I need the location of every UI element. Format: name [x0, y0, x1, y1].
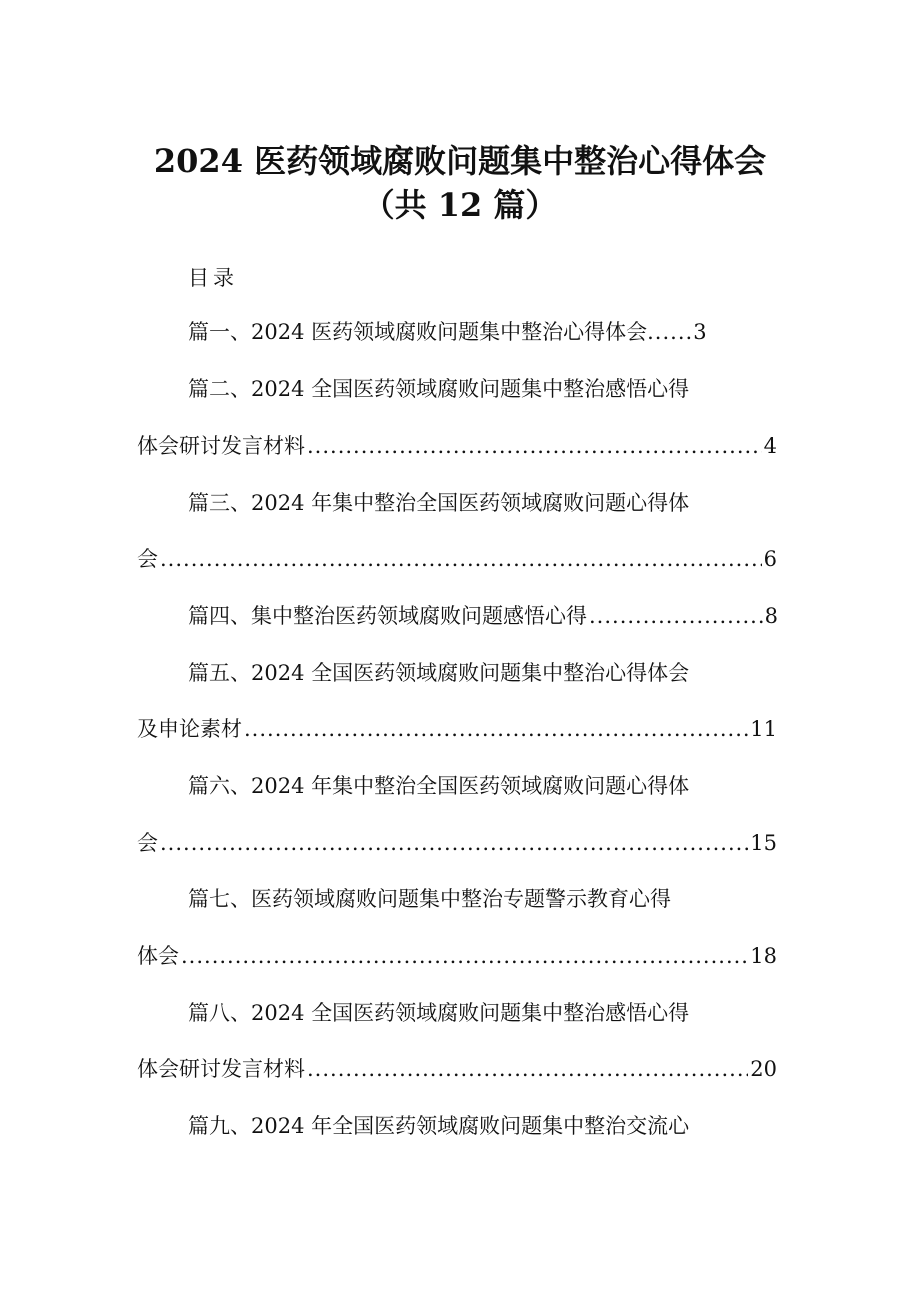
toc-entry-7[interactable] [188, 883, 778, 915]
toc-page-number: 20 [750, 1057, 777, 1081]
toc-entry-text: 体会研讨发言材料 [137, 434, 305, 458]
toc-entry-8[interactable] [188, 997, 778, 1029]
toc-entry-8-continued[interactable] [137, 1053, 777, 1085]
toc-leader [589, 600, 763, 632]
toc-entry-text: 体会研讨发言材料 [137, 1057, 305, 1081]
toc-entry-text: 篇九、2024 年全国医药领域腐败问题集中整治交流心 [188, 1114, 690, 1138]
toc-entry-2[interactable] [188, 373, 778, 405]
toc-leader [160, 827, 748, 859]
toc-page-number: 15 [750, 831, 777, 855]
toc-entry-text: 体会 [137, 944, 179, 968]
toc-entry-6[interactable] [188, 770, 778, 802]
document-title: 2024 医药领域腐败问题集中整治心得体会 [153, 142, 767, 180]
toc-leader [160, 543, 762, 575]
toc-entry-3-continued[interactable] [137, 543, 777, 575]
toc-entry-5[interactable] [188, 657, 778, 689]
toc-leader [307, 1053, 748, 1085]
toc-leader [307, 430, 762, 462]
document-subtitle: （共 12 篇） [362, 186, 558, 224]
toc-entry-text: 篇七、医药领域腐败问题集中整治专题警示教育心得 [188, 887, 671, 911]
toc-leader [244, 713, 748, 745]
toc-leader [181, 940, 748, 972]
toc-entry-text: 篇一、2024 医药领域腐败问题集中整治心得体会 [188, 320, 648, 344]
toc-entry-text: 篇三、2024 年集中整治全国医药领域腐败问题心得体 [188, 491, 690, 515]
toc-entry-2-continued[interactable] [137, 430, 777, 462]
toc-entry-text: 会 [137, 547, 158, 571]
toc-leader: ...... [647, 320, 694, 344]
toc-entry-1[interactable] [188, 316, 707, 348]
toc-heading: 目录 [188, 266, 238, 290]
toc-entry-text: 篇二、2024 全国医药领域腐败问题集中整治感悟心得 [188, 377, 690, 401]
toc-page-number: 11 [750, 717, 777, 741]
toc-entry-text: 及申论素材 [137, 717, 242, 741]
toc-entry-text: 篇八、2024 全国医药领域腐败问题集中整治感悟心得 [188, 1001, 690, 1025]
toc-entry-text: 会 [137, 831, 158, 855]
toc-entry-7-continued[interactable] [137, 940, 777, 972]
toc-entry-text: 篇五、2024 全国医药领域腐败问题集中整治心得体会 [188, 661, 690, 685]
toc-page-number: 18 [750, 944, 777, 968]
toc-page-number: 3 [693, 320, 707, 344]
toc-page-number: 8 [764, 604, 778, 628]
toc-page-number: 4 [763, 434, 777, 458]
toc-entry-3[interactable] [188, 487, 778, 519]
toc-entry-9[interactable] [188, 1110, 778, 1142]
toc-entry-6-continued[interactable] [137, 827, 777, 859]
toc-entry-5-continued[interactable] [137, 713, 777, 745]
toc-entry-4[interactable] [188, 600, 778, 632]
toc-page-number: 6 [763, 547, 777, 571]
toc-entry-text: 篇四、集中整治医药领域腐败问题感悟心得 [188, 604, 587, 628]
toc-entry-text: 篇六、2024 年集中整治全国医药领域腐败问题心得体 [188, 774, 690, 798]
